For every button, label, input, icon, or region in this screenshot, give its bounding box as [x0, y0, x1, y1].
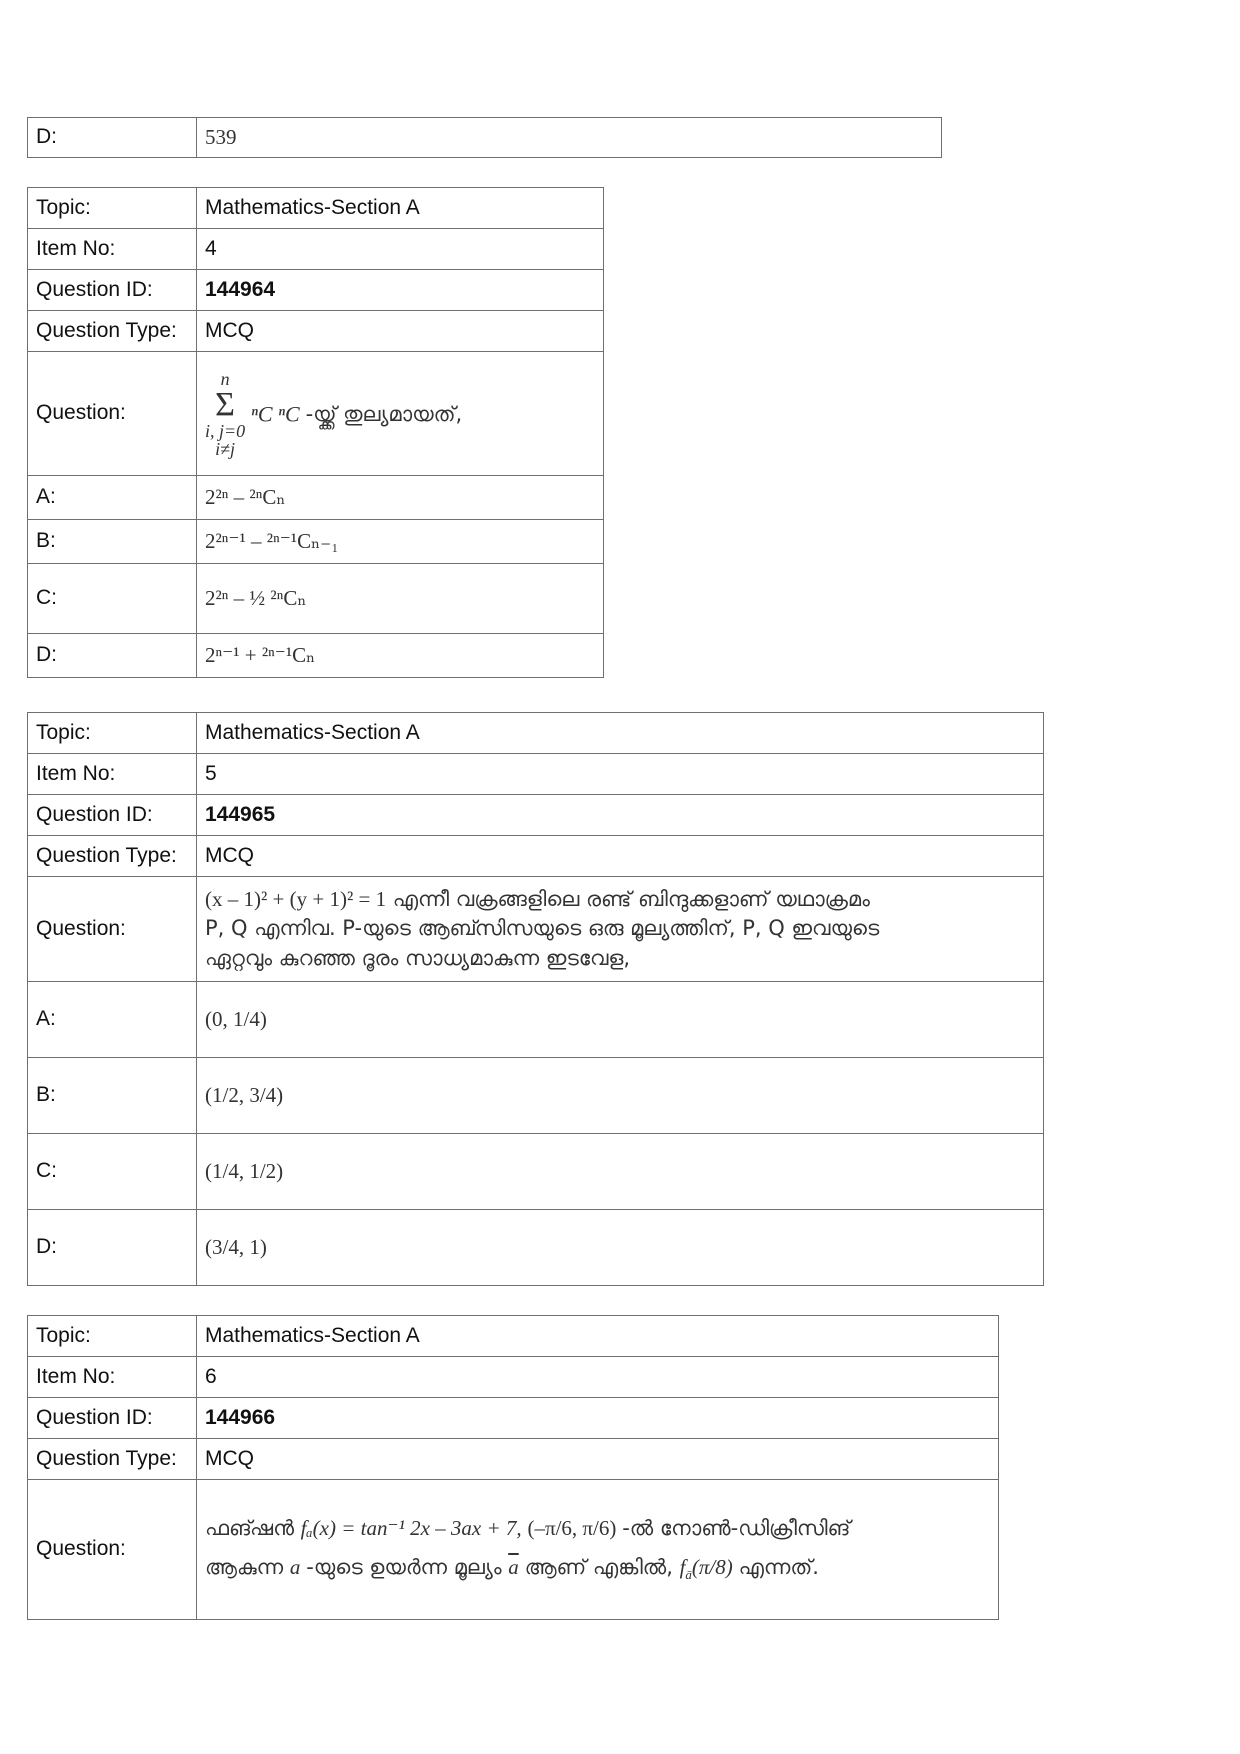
question-line-2-d: എന്നത്. [738, 1555, 819, 1579]
question-line-2-b: -യുടെ ഉയർന്ന മൂല്യം [306, 1555, 509, 1579]
option-d-value: 539 [197, 118, 942, 158]
question-id-label: Question ID: [28, 795, 197, 836]
question-id-value: 144966 [197, 1398, 999, 1439]
topic-label: Topic: [28, 188, 197, 229]
question-type-value: MCQ [197, 836, 1044, 877]
question-body [197, 1480, 999, 1620]
topic-value: Mathematics-Section A [197, 713, 1044, 754]
top-partial-table [27, 117, 942, 158]
question-id-value: 144964 [197, 270, 604, 311]
variable-a-bar: $\overline{a}$ [508, 1555, 519, 1579]
question-id-label: Question ID: [28, 270, 197, 311]
option-c-label: C: [28, 1134, 197, 1210]
question-line-2: P, Q എന്നിവ. P-യുടെ ആബ്സിസയുടെ ഒരു മൂല്യത്തിന്, P, Q ഇവയുടെ [205, 916, 880, 941]
option-d-label: D: [28, 634, 197, 678]
question-line-2-c: ആണ് എങ്കിൽ, [524, 1555, 680, 1579]
function-expression: fₐ(x) = tan⁻¹ 2x – 3ax + 7, [300, 1515, 522, 1540]
option-d-label: D: [28, 1210, 197, 1286]
item-no-label: Item No: [28, 1357, 197, 1398]
item-no-value: 6 [197, 1357, 999, 1398]
question-body [197, 352, 604, 476]
question-type-label: Question Type: [28, 1439, 197, 1480]
item-no-label: Item No: [28, 754, 197, 795]
topic-label: Topic: [28, 713, 197, 754]
variable-a: a [289, 1555, 301, 1579]
curve-equation: (x – 1)² + (y + 1)² = 1 [205, 886, 387, 911]
question-type-label: Question Type: [28, 836, 197, 877]
question-line-1-pre: ഫങ്ഷൻ [205, 1515, 301, 1540]
question-line-2-a: ആകുന്ന [205, 1555, 290, 1579]
topic-value: Mathematics-Section A [197, 1316, 999, 1357]
question-label: Question: [28, 877, 197, 982]
option-d-value: (3/4, 1) [197, 1210, 1044, 1286]
question-line-1-post: -ൽ നോൺ-ഡിക്രീസിങ് [622, 1515, 851, 1540]
sum-lower-limit: i, j=0 [205, 420, 246, 441]
item-no-value: 5 [197, 754, 1044, 795]
question-type-value: MCQ [197, 1439, 999, 1480]
option-b-label: B: [28, 1058, 197, 1134]
sigma-symbol: Σ [215, 385, 235, 423]
question-id-value: 144965 [197, 795, 1044, 836]
option-a-value: 2²ⁿ – ²ⁿCₙ [197, 476, 604, 520]
question-table-5 [27, 712, 1044, 1286]
option-b-value: (1/2, 3/4) [197, 1058, 1044, 1134]
question-text: -യ്ക്ക് തുല്യമായത്, [305, 401, 463, 426]
option-a-value: (0, 1/4) [197, 982, 1044, 1058]
topic-value: Mathematics-Section A [197, 188, 604, 229]
option-b-value: 2²ⁿ⁻¹ – ²ⁿ⁻¹Cₙ₋₁ [197, 520, 604, 564]
summation-expression [205, 370, 245, 458]
question-line-1: എന്നീ വക്രങ്ങളിലെ രണ്ട് ബിന്ദുക്കളാണ് യഥാക്രമം [386, 886, 870, 911]
option-a-label: A: [28, 476, 197, 520]
question-body [197, 877, 1044, 982]
option-d-label: D: [28, 118, 197, 158]
question-table-4 [27, 187, 604, 678]
option-d-value: 2ⁿ⁻¹ + ²ⁿ⁻¹Cₙ [197, 634, 604, 678]
option-a-label: A: [28, 982, 197, 1058]
question-type-value: MCQ [197, 311, 604, 352]
option-b-label: B: [28, 520, 197, 564]
question-label: Question: [28, 352, 197, 476]
sum-upper-limit: n [220, 368, 230, 389]
topic-label: Topic: [28, 1316, 197, 1357]
option-c-value: (1/4, 1/2) [197, 1134, 1044, 1210]
item-no-value: 4 [197, 229, 604, 270]
question-type-label: Question Type: [28, 311, 197, 352]
sum-term: ⁿC ⁿC [251, 400, 300, 426]
question-id-label: Question ID: [28, 1398, 197, 1439]
question-table-6 [27, 1315, 999, 1620]
option-c-label: C: [28, 564, 197, 634]
item-no-label: Item No: [28, 229, 197, 270]
question-label: Question: [28, 1480, 197, 1620]
function-value-expression: $f_ā(\pi/8)$ [679, 1555, 733, 1583]
interval-expression: (–π/6, π/6) [527, 1515, 617, 1540]
sum-condition: i≠j [215, 438, 236, 459]
option-c-value: 2²ⁿ – ½ ²ⁿCₙ [197, 564, 604, 634]
question-line-3: ഏറ്റവും കുറഞ്ഞ ദൂരം സാധ്യമാകുന്ന ഇടവേള, [205, 945, 631, 970]
